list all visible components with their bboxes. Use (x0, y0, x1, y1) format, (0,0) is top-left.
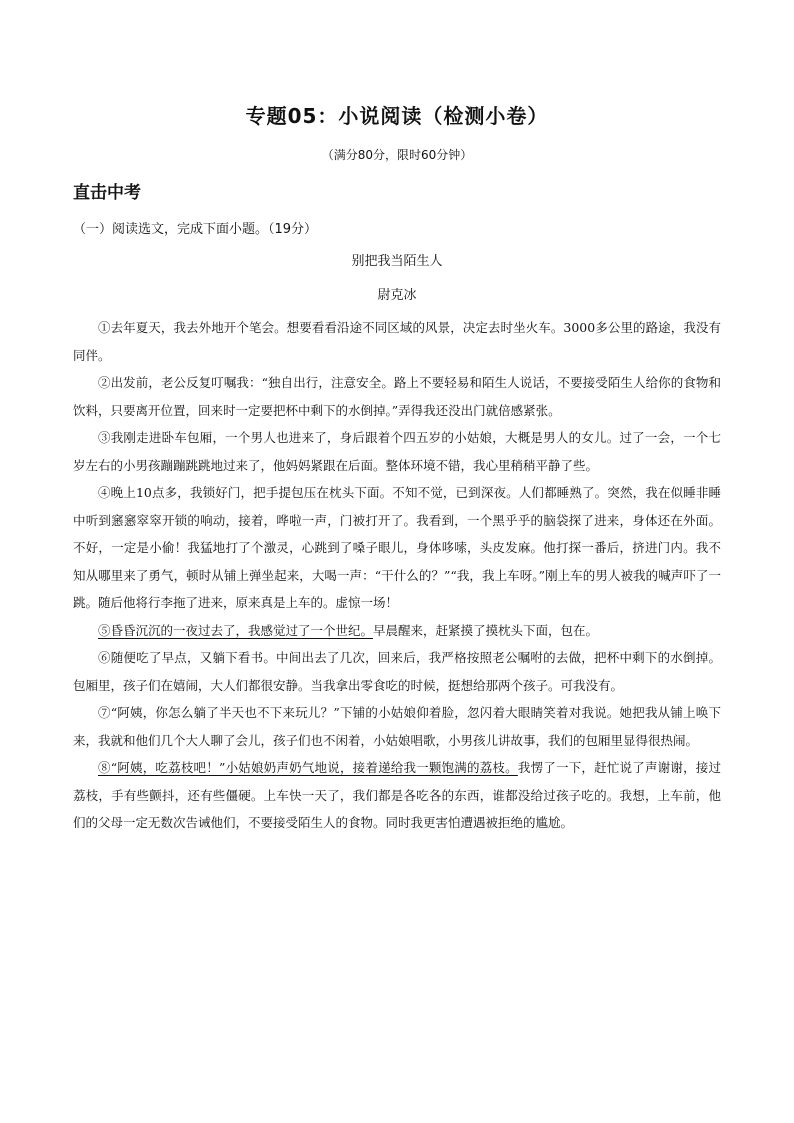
paragraph-4: ④晚上10点多，我锁好门，把手提包压在枕头下面。不知不觉，已到深夜。人们都睡熟了。突然，我在似睡非睡中听到窸窸窣窣开锁的响动，接着，哗啦一声，门被打开了。我看到，一个黑乎乎的脑袋探了进来，身体还在外面。不好，一定是小偷！我猛地打了个激灵，心跳到了嗓子眼儿，身体哆嗦，头皮发麻。他打探一番后，挤进门内。我不知从哪里来了勇气，顿时从铺上弹坐起来，大喝一声：“干什么的？”“我，我上车呀。”刚上车的男人被我的喊声吓了一跳。随后他将行李拖了进来，原来真是上车的。虚惊一场！ (73, 485, 721, 610)
section-heading: 直击中考 (73, 183, 141, 203)
paragraph-5-rest: 早晨醒来，赶紧摸了摸枕头下面，包在。 (373, 622, 599, 638)
underlined-sentence-5: ⑤昏昏沉沉的一夜过去了，我感觉过了一个世纪。 (98, 622, 374, 638)
underlined-sentence-8: ⑧“阿姨，吃荔枝吧！”小姑娘奶声奶气地说，接着递给我一颗饱满的荔枝。 (98, 760, 518, 775)
story-body (73, 314, 721, 837)
page-title: 专题05：小说阅读（检测小卷） (245, 104, 549, 128)
paragraph-6: ⑥随便吃了早点，又躺下看书。中间出去了几次，回来后，我严格按照老公嘱咐的去做，把杯中剩下的水倒掉。包厢里，孩子们在嬉闹，大人们都很安静。当我拿出零食吃的时候，挺想给那两个孩子。可我没有。 (73, 650, 721, 693)
story-author: 尉克冰 (377, 288, 417, 303)
question-prompt: （一）阅读选文，完成下面小题。（19分） (73, 222, 318, 237)
paragraph-5 (73, 617, 721, 645)
paragraph-8 (73, 754, 721, 837)
score-time-note: （满分80分，限时60分钟） (321, 148, 473, 162)
paragraph-3: ③我刚走进卧车包厢，一个男人也进来了，身后跟着个四五岁的小姑娘，大概是男人的女儿。过了一会，一个七岁左右的小男孩蹦蹦跳跳地过来了，他妈妈紧跟在后面。整体环境不错，我心里稍稍平静了些。 (73, 430, 721, 473)
story-title: 别把我当陌生人 (351, 254, 443, 269)
paragraph-7: ⑦“阿姨，你怎么躺了半天也不下来玩儿？”下铺的小姑娘仰着脸，忽闪着大眼睛笑着对我说。她把我从铺上唤下来，我就和他们几个大人聊了会儿，孩子们也不闲着，小姑娘唱歌，小男孩儿讲故事，我们的包厢里显得很热闹。 (73, 705, 721, 748)
paragraph-8-rest: 我愣了一下，赶忙说了声谢谢，接过荔枝，手有些颤抖，还有些僵硬。上车快一天了，我们都是各吃各的东西，谁都没给过孩子吃的。我想，上车前，他们的父母一定无数次告诫他们，不要接受陌生人的食物。同时我更害怕遭遇被拒绝的尴尬。 (73, 760, 721, 830)
paragraph-2: ②出发前，老公反复叮嘱我：“独自出行，注意安全。路上不要轻易和陌生人说话，不要接受陌生人给你的食物和饮料，只要离开位置，回来时一定要把杯中剩下的水倒掉。”弄得我还没出门就倍感紧张。 (73, 375, 721, 418)
paragraph-1: ①去年夏天，我去外地开个笔会。想要看看沿途不同区域的风景，决定去时坐火车。3000多公里的路途，我没有同伴。 (73, 320, 721, 363)
